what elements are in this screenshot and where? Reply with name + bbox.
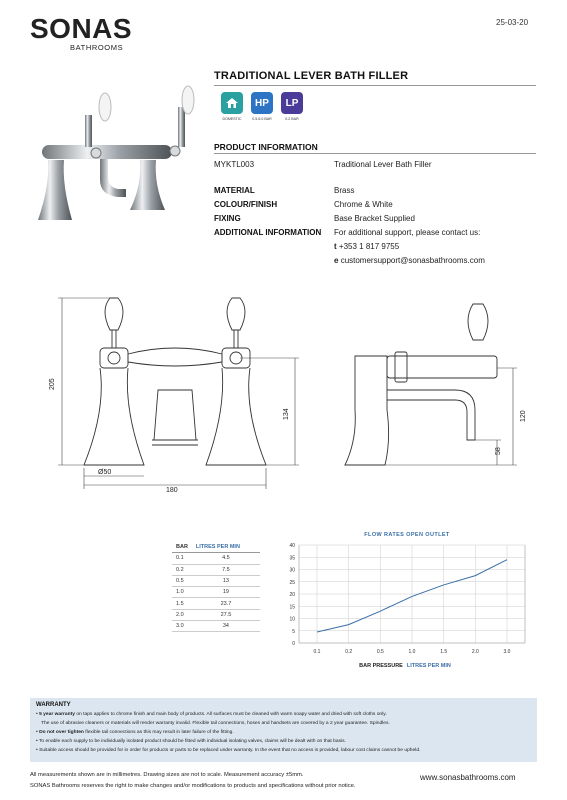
lpm-column-header: LITRES PER MIN: [192, 542, 260, 553]
warranty-item-text: The use of abrasive cleaners or materials will render warranty invalid. Flexible tail connections, hoses and handsets are covered by a 2 year guarantee. Spindles.: [41, 721, 390, 726]
chart-x-label: [359, 663, 451, 669]
chart-x-ticks: [314, 649, 511, 655]
lpm-cell: 34: [192, 621, 260, 632]
title-divider: [214, 85, 536, 86]
y-tick-label: 30: [289, 567, 295, 574]
warranty-title: WARRANTY: [36, 702, 71, 708]
lpm-cell: 27.5: [192, 609, 260, 620]
y-tick-label: 20: [289, 592, 295, 598]
product-name: Traditional Lever Bath Filler: [334, 160, 432, 169]
warranty-item-bold: Do not over tighten: [39, 730, 84, 735]
badge-lp-label: 0.2 BAR: [285, 117, 299, 121]
product-code: MYKTL003: [214, 160, 255, 169]
website-link[interactable]: www.sonasbathrooms.com: [420, 773, 516, 782]
brand-logo: SONAS: [30, 13, 133, 44]
table-row: [172, 598, 260, 609]
material-label: MATERIAL: [214, 186, 255, 195]
lpm-cell: 7.5: [192, 564, 260, 575]
dim-58: 58: [495, 447, 502, 455]
x-tick-label: 1.5: [440, 649, 448, 655]
lpm-cell: 13: [192, 575, 260, 586]
phone-line: [334, 242, 399, 251]
x-tick-label: 0.2: [345, 649, 353, 655]
brand-subtitle: BATHROOMS: [70, 43, 124, 52]
y-tick-label: 15: [289, 604, 295, 611]
dim-120: 120: [520, 410, 527, 422]
y-tick-label: 35: [289, 555, 295, 562]
warranty-item-text: flexible tail connections as this may result in later failure of the fitting.: [83, 730, 234, 735]
email-prefix: e: [334, 256, 339, 265]
table-row: [172, 587, 260, 598]
bar-cell: 0.1: [172, 553, 192, 564]
x-tick-label: 2.0: [471, 649, 479, 655]
y-tick-label: 40: [289, 543, 295, 549]
table-row: [172, 621, 260, 632]
product-info-heading: PRODUCT INFORMATION: [214, 142, 318, 152]
lpm-cell: 19: [192, 587, 260, 598]
warranty-item: • Suitable access should be provided for in order for products or parts to be replaced under warranty. In the event that no access is provided, labour cost claims cannot be upheld.: [36, 748, 421, 753]
email-line: [334, 256, 485, 265]
warranty-item-text: To enable each supply to be individually isolated product should be fitted with individual isolating valves, claims will be dealt with on that basis.: [38, 739, 346, 744]
table-row: [172, 575, 260, 586]
side-view-drawing: [335, 290, 535, 500]
table-row: [172, 564, 260, 575]
dim-134: 134: [283, 408, 290, 420]
bar-cell: 1.5: [172, 598, 192, 609]
email-address: customersupport@sonasbathrooms.com: [340, 256, 485, 265]
badge-lp: LP: [281, 92, 303, 114]
warranty-item: • To enable each supply to be individually isolated product should be fitted with individual isolating valves, claims will be dealt with on that basis.: [36, 739, 346, 744]
lpm-cell: 23.7: [192, 598, 260, 609]
chart-y-ticks: [289, 543, 295, 647]
flow-rate-table: [172, 542, 260, 632]
product-title: TRADITIONAL LEVER BATH FILLER: [214, 70, 409, 82]
bar-cell: 2.0: [172, 609, 192, 620]
document-date: 25-03-20: [496, 18, 529, 27]
bar-cell: 1.0: [172, 587, 192, 598]
y-tick-label: 0: [292, 641, 295, 647]
front-view-drawing: [40, 290, 310, 500]
bar-cell: 0.2: [172, 564, 192, 575]
bar-cell: 0.5: [172, 575, 192, 586]
product-photo: [30, 85, 200, 225]
warranty-item: • Do not over tighten flexible tail connections as this may result in later failure of the fitting.: [36, 730, 234, 735]
chart-title: FLOW RATES OPEN OUTLET: [364, 532, 450, 538]
badge-hp-label: 0.5-5.0 BAR: [252, 117, 272, 121]
warranty-item: • 5 year warranty on taps applies to chrome finish and main body of products. All surfaces must be cleaned with warm soapy water and dried with soft cloths only.: [36, 712, 387, 717]
fixing-label: FIXING: [214, 214, 241, 223]
y-tick-label: 5: [292, 628, 295, 635]
lpm-cell: 4.5: [192, 553, 260, 564]
y-tick-label: 10: [289, 616, 295, 623]
badge-domestic-label: DOMESTIC: [222, 117, 242, 121]
table-row: [172, 609, 260, 620]
badge-hp: HP: [251, 92, 273, 114]
table-header-row: [172, 542, 260, 553]
bar-column-header: BAR: [172, 542, 192, 553]
product-info-divider: [214, 153, 536, 154]
y-tick-label: 25: [289, 579, 295, 586]
x-tick-label: 1.0: [408, 649, 416, 655]
table-row: [172, 553, 260, 564]
flow-rate-chart: [285, 527, 535, 672]
footer-rights-note: SONAS Bathrooms reserves the right to make changes and/or modifications to products and specifications without prior notice.: [30, 783, 356, 789]
additional-info-value: For additional support, please contact us:: [334, 228, 481, 237]
warranty-item-bold: 5 year warranty: [39, 712, 75, 717]
phone-prefix: t: [334, 242, 337, 251]
phone-number: +353 1 817 9755: [338, 242, 400, 251]
additional-info-label: ADDITIONAL INFORMATION: [214, 228, 322, 237]
material-value: Brass: [334, 186, 355, 195]
chart-x-label-unit: LITRES PER MIN: [406, 663, 451, 669]
x-tick-label: 3.0: [503, 649, 511, 655]
x-tick-label: 0.1: [313, 649, 321, 655]
dim-50: Ø50: [98, 469, 112, 476]
fixing-value: Base Bracket Supplied: [334, 214, 415, 223]
dim-205: 205: [49, 378, 56, 390]
warranty-item: [41, 721, 541, 726]
badge-domestic: [221, 92, 243, 114]
footer-measurements-note: All measurements shown are in millimetres. Drawing sizes are not to scale. Measurement accuracy ±5mm.: [30, 772, 304, 778]
chart-x-label-main: BAR PRESSURE: [359, 663, 403, 669]
finish-label: COLOUR/FINISH: [214, 200, 278, 209]
bar-cell: 3.0: [172, 621, 192, 632]
warranty-item-text: on taps applies to chrome finish and main body of products. All surfaces must be cleaned with warm soapy water and dried with soft cloths only.: [74, 712, 387, 717]
house-icon: [225, 96, 239, 110]
dim-180: 180: [166, 487, 178, 494]
x-tick-label: 0.5: [376, 649, 384, 655]
warranty-item-text: Suitable access should be provided for in order for products or parts to be replaced under warranty. In the event that no access is provided, labour cost claims cannot be upheld.: [39, 748, 421, 753]
finish-value: Chrome & White: [334, 200, 393, 209]
